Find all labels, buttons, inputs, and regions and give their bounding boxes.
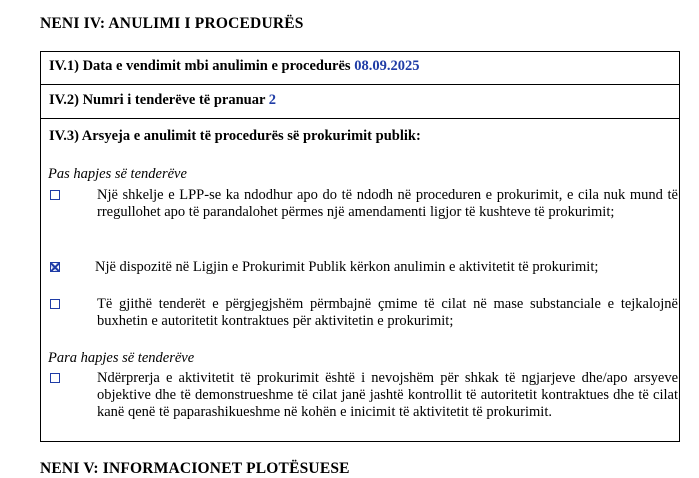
reason-checkbox-unchecked[interactable] [50, 190, 60, 200]
after-opening-label: Pas hapjes së tenderëve [48, 166, 187, 182]
cancellation-reason-row [41, 119, 679, 149]
decision-date-row [41, 52, 679, 85]
section-heading-neni-iv: NENI IV: ANULIMI I PROCEDURËS [40, 15, 304, 32]
tenders-received-label: IV.2) Numri i tenderëve të pranuar [49, 92, 266, 108]
cancellation-reason-label: IV.3) Arsyeja e anulimit të procedurës së prokurimit publik: [49, 128, 421, 144]
before-opening-label: Para hapjes së tenderëve [48, 350, 195, 366]
reason-text: Një shkelje e LPP-se ka ndodhur apo do të ndodh në proceduren e prokurimit, e cila nuk mund të rregullohet apo të parandalohet përmes një amendamenti ligjor të kushteve të prokurimit; [97, 187, 678, 220]
reason-text: Të gjithë tenderët e përgjegjshëm përmbajnë çmime të cilat në mase substanciale e tejkalojnë buxhetin e autoritetit kontraktues për aktivitetin e prokurimit; [97, 296, 678, 329]
decision-date-label: IV.1) Data e vendimit mbi anulimin e procedurës [49, 58, 351, 74]
reason-checkbox-checked[interactable] [50, 262, 60, 272]
tenders-received-row [41, 85, 679, 119]
procedure-cancellation-table [40, 51, 680, 442]
reason-checkbox-unchecked[interactable] [50, 373, 60, 383]
reason-text: Një dispozitë në Ligjin e Prokurimit Publik kërkon anulimin e aktivitetit të prokurimit; [95, 259, 599, 275]
section-heading-neni-v: NENI V: INFORMACIONET PLOTËSUESE [40, 460, 350, 477]
reason-text: Ndërprerja e aktivitetit të prokurimit është i nevojshëm për shkak të ngjarjeve dhe/apo arsyeve objektive dhe të demonstrueshme të cilat janë jashtë kontrollit të autoritetit kontraktues dhe të cilat kanë qenë të paparashikueshme në kohën e inicimit të aktivitetit të prokurimit. [97, 370, 678, 420]
reason-checkbox-unchecked[interactable] [50, 299, 60, 309]
tenders-received-value[interactable]: 2 [268, 92, 277, 108]
decision-date-value[interactable]: 08.09.2025 [354, 58, 420, 74]
